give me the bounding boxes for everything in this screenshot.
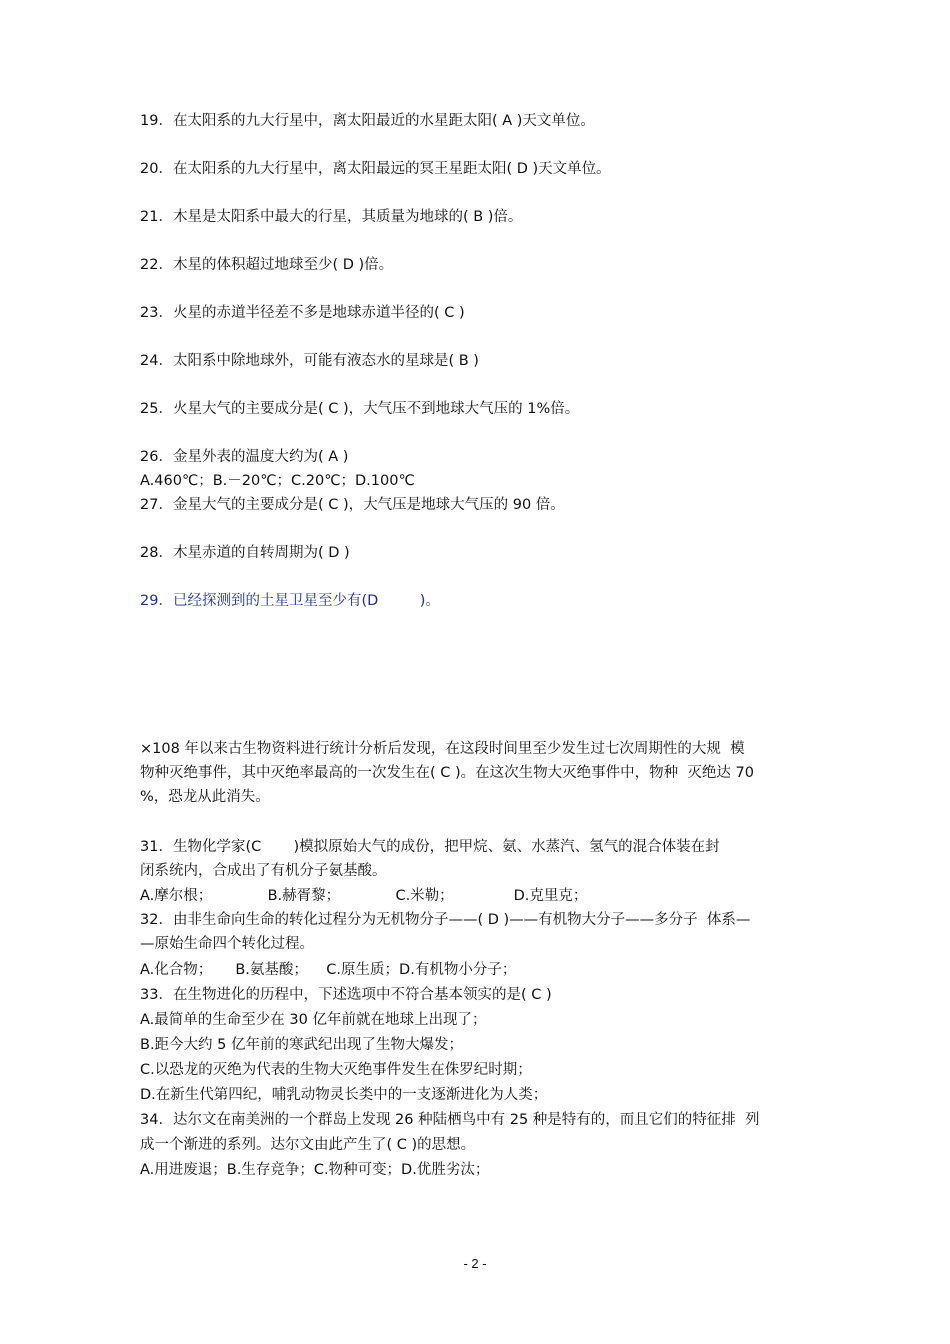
question-31-line-2: 闭系统内，合成出了有机分子氨基酸。 <box>140 863 387 879</box>
question-33-option-b: B.距今大约 5 亿年前的寒武纪出现了生物大爆发； <box>140 1037 463 1053</box>
question-20: 20．在太阳系的九大行星中，离太阳最远的冥王星距太阳( D )天文单位。 <box>140 161 611 177</box>
question-30-line-3: %，恐龙从此消失。 <box>140 789 270 805</box>
question-24: 24．太阳系中除地球外，可能有液态水的星球是( B ) <box>140 353 479 369</box>
question-26: 26．金星外表的温度大约为( A ) <box>140 449 349 465</box>
question-27: 27．金星大气的主要成分是( C )，大气压是地球大气压的 90 倍。 <box>140 497 565 513</box>
question-34-options: A.用进废退；B.生存竞争；C.物种可变；D.优胜劣汰； <box>140 1162 490 1178</box>
question-32-line-1: 32．由非生命向生命的转化过程分为无机物分子——( D )——有机物大分子——多分子 体系— <box>140 912 751 928</box>
question-32-line-2: —原始生命四个转化过程。 <box>140 936 314 952</box>
question-25: 25．火星大气的主要成分是( C )，大气压不到地球大气压的 1%倍。 <box>140 401 580 417</box>
question-29: 29．已经探测到的土星卫星至少有(D )。 <box>140 593 440 609</box>
question-33-option-c: C.以恐龙的灭绝为代表的生物大灭绝事件发生在侏罗纪时期； <box>140 1062 532 1078</box>
question-19: 19．在太阳系的九大行星中，离太阳最近的水星距太阳( A )天文单位。 <box>140 113 595 129</box>
question-31-line-1: 31．生物化学家(C )模拟原始大气的成份，把甲烷、氨、水蒸汽、氢气的混合体装在封 <box>140 839 720 855</box>
question-28: 28．木星赤道的自转周期为( D ) <box>140 545 350 561</box>
question-21: 21．木星是太阳系中最大的行星，其质量为地球的( B )倍。 <box>140 209 523 225</box>
question-30-line-1: ×108 年以来古生物资料进行统计分析后发现，在这段时间里至少发生过七次周期性的大规 模 <box>140 741 745 757</box>
question-33-option-d: D.在新生代第四纪，哺乳动物灵长类中的一支逐渐进化为人类； <box>140 1087 548 1103</box>
question-33: 33．在生物进化的历程中，下述选项中不符合基本领实的是( C ) <box>140 987 552 1003</box>
question-26-options: A.460℃；B.－20℃；C.20℃；D.100℃ <box>140 473 415 489</box>
page-number: - 2 - <box>463 1256 487 1271</box>
question-31-options: A.摩尔根； B.赫胥黎； C.米勒； D.克里克； <box>140 888 588 904</box>
question-34-line-1: 34．达尔文在南美洲的一个群岛上发现 26 种陆栖鸟中有 25 种是特有的，而且它们的特征排 列 <box>140 1112 760 1128</box>
question-22: 22．木星的体积超过地球至少( D )倍。 <box>140 257 394 273</box>
question-33-option-a: A.最简单的生命至少在 30 亿年前就在地球上出现了； <box>140 1012 487 1028</box>
question-34-line-2: 成一个渐进的系列。达尔文由此产生了( C )的思想。 <box>140 1137 476 1153</box>
question-30-line-2: 物种灭绝事件，其中灭绝率最高的一次发生在( C )。在这次生物大灭绝事件中，物种 灭绝达 70 <box>140 765 754 781</box>
question-32-options: A.化合物； B.氨基酸； C.原生质；D.有机物小分子； <box>140 962 517 978</box>
question-23: 23．火星的赤道半径差不多是地球赤道半径的( C ) <box>140 305 465 321</box>
